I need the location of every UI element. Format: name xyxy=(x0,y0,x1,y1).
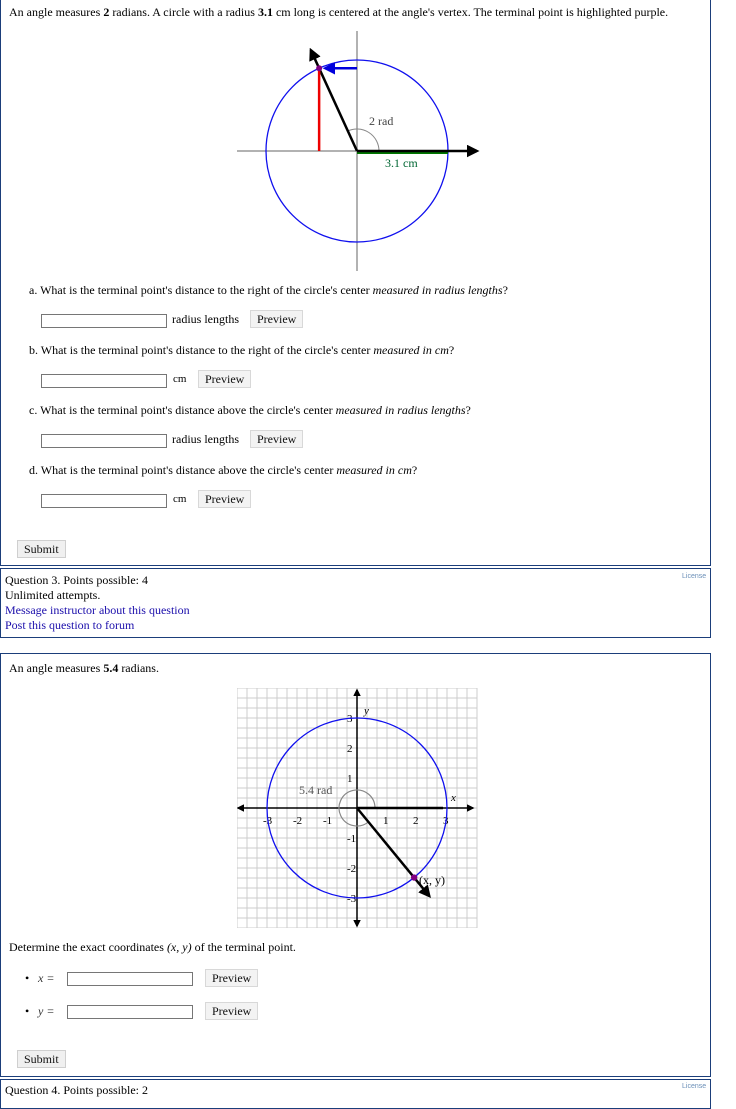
unit-b-label: cm xyxy=(173,373,187,385)
question-info xyxy=(5,573,190,633)
x-tick-label: 2 xyxy=(413,815,419,827)
preview-c-button[interactable]: Preview xyxy=(250,430,303,448)
preview-b-button[interactable]: Preview xyxy=(198,370,251,388)
license-link-2[interactable]: License xyxy=(682,1083,707,1090)
q3-angle-value: 5.4 xyxy=(103,661,119,675)
part-b-text: b. What is the terminal point's distance to the right of the circle's center xyxy=(29,343,374,357)
intro-text-mid: radians. A circle with a radius xyxy=(109,5,258,19)
x-tick-label: 3 xyxy=(443,815,449,827)
question-4-panel xyxy=(0,1079,711,1109)
angle-value: 2 xyxy=(103,5,110,19)
determine-vars: (x, y) xyxy=(166,940,192,954)
part-c-question xyxy=(29,403,471,418)
question-2-text xyxy=(9,5,668,20)
determine-text-end: of the terminal point. xyxy=(191,940,296,954)
answer-d-input[interactable] xyxy=(41,494,167,508)
determine-text: Determine the exact coordinates xyxy=(9,940,167,954)
angle-figure xyxy=(233,29,493,274)
part-d-question xyxy=(29,463,417,478)
y-tick-label: -1 xyxy=(347,833,357,845)
x-tick-label: -2 xyxy=(293,815,303,827)
part-a-text: a. What is the terminal point's distance to the right of the circle's center xyxy=(29,283,373,297)
question-3-panel xyxy=(0,653,711,1077)
intro-text-end: cm long is centered at the angle's vertex. The terminal point is highlighted purple. xyxy=(272,5,669,19)
x-tick-label: 1 xyxy=(383,815,389,827)
answer-c-input[interactable] xyxy=(41,434,167,448)
x-tick-label: -3 xyxy=(263,815,273,827)
unit-c-label: radius lengths xyxy=(172,432,239,446)
y-tick-label: 3 xyxy=(347,713,353,725)
part-a-qmark: ? xyxy=(502,283,508,297)
terminal-side xyxy=(311,50,357,151)
part-d-text: d. What is the terminal point's distance above the circle's center xyxy=(29,463,337,477)
question-points: Question 3. Points possible: 4 xyxy=(5,573,149,587)
angle-label: 2 rad xyxy=(369,114,394,128)
part-d-emphasis: measured in cm xyxy=(336,463,412,477)
y-bullet: • xyxy=(25,1004,30,1018)
part-b-question xyxy=(29,343,454,358)
point-label: (x, y) xyxy=(419,873,445,887)
part-c-qmark: ? xyxy=(465,403,471,417)
y-tick-label: -3 xyxy=(347,893,357,905)
part-b-qmark: ? xyxy=(448,343,455,357)
radius-label: 3.1 cm xyxy=(385,156,418,170)
part-d-qmark: ? xyxy=(411,463,418,477)
preview-d-button[interactable]: Preview xyxy=(198,490,251,508)
intro-text: An angle measures xyxy=(9,5,104,19)
message-instructor-link[interactable]: Message instructor about this question xyxy=(5,603,190,617)
answer-b-input[interactable] xyxy=(41,374,167,388)
part-c-emphasis: measured in radius lengths xyxy=(335,403,466,417)
q3-intro-end: radians. xyxy=(118,661,159,675)
x-input[interactable] xyxy=(67,972,193,986)
part-b-emphasis: measured in cm xyxy=(373,343,449,357)
answer-a-input[interactable] xyxy=(41,314,167,328)
preview-a-button[interactable]: Preview xyxy=(250,310,303,328)
question-4-points: Question 4. Points possible: 2 xyxy=(5,1083,149,1097)
angle-label: 5.4 rad xyxy=(299,783,333,797)
post-forum-link[interactable]: Post this question to forum xyxy=(5,618,135,632)
y-tick-label: 2 xyxy=(347,743,353,755)
question-3-info-panel xyxy=(0,568,711,638)
y-tick-label: 1 xyxy=(347,773,353,785)
terminal-point xyxy=(411,874,417,880)
submit-button-2[interactable]: Submit xyxy=(17,1050,66,1068)
q3-intro-text: An angle measures xyxy=(9,661,104,675)
terminal-point xyxy=(316,65,322,71)
determine-instruction xyxy=(9,940,296,955)
y-input[interactable] xyxy=(67,1005,193,1019)
x-axis-label: x xyxy=(451,792,456,804)
x-tick-label: -1 xyxy=(323,815,333,827)
license-link-1[interactable]: License xyxy=(682,573,707,580)
unit-a-label: radius lengths xyxy=(172,312,239,326)
unit-d-label: cm xyxy=(173,493,187,505)
x-label: x = xyxy=(38,971,55,985)
preview-x-button[interactable]: Preview xyxy=(205,969,258,987)
part-a-question xyxy=(29,283,508,298)
part-a-emphasis: measured in radius lengths xyxy=(372,283,503,297)
preview-y-button[interactable]: Preview xyxy=(205,1002,258,1020)
submit-button[interactable]: Submit xyxy=(17,540,66,558)
y-tick-label: -2 xyxy=(347,863,357,875)
radius-value: 3.1 xyxy=(257,5,273,19)
y-axis-label: y xyxy=(364,705,369,717)
question-3-text xyxy=(9,661,159,676)
question-2-panel xyxy=(0,0,711,566)
y-label: y = xyxy=(38,1004,55,1018)
attempts-text: Unlimited attempts. xyxy=(5,588,101,602)
x-bullet: • xyxy=(25,971,30,985)
part-c-text: c. What is the terminal point's distance above the circle's center xyxy=(29,403,336,417)
coordinate-figure xyxy=(237,688,482,928)
